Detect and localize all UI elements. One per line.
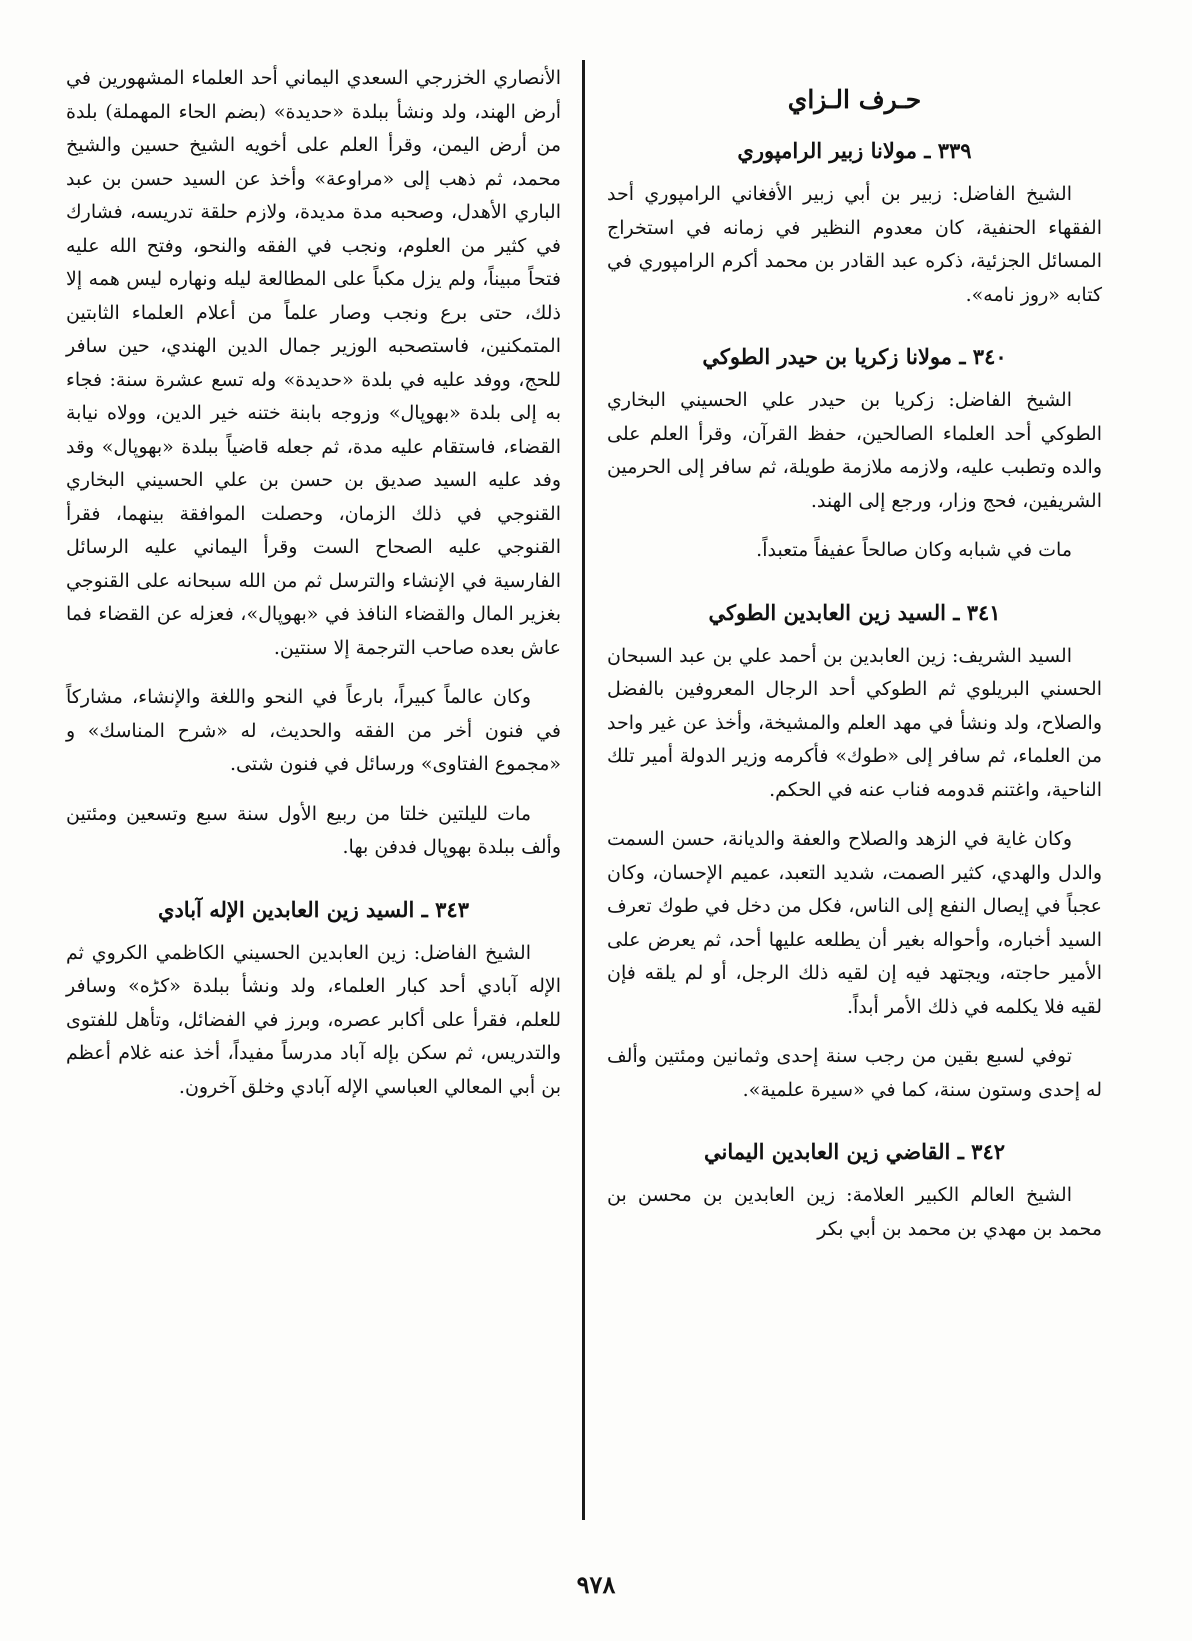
entry-paragraph: الأنصاري الخزرجي السعدي اليماني أحد العلماء المشهورين في أرض الهند، ولد ونشأ ببلدة «حديدة» (بضم الحاء المهملة) بلدة من أرض اليمن، وقرأ العلم على أخويه الشيخ حسين والشيخ محمد، ثم ذهب إلى «مراوعة» وأخذ عن السيد حسن بن عبد الباري الأهدل، وصحبه مدة مديدة، ولازم حلقة تدريسه، فشارك في كثير من العلوم، ونجب في الفقه والنحو، وفتح الله عليه فتحاً مبيناً، ولم يزل مكباً على المطالعة ليله ونهاره ليس همه إلا ذلك، حتى برع ونجب وصار علماً من أعلام العلماء الثابتين المتمكنين، فاستصحبه الوزير جمال الدين الهندي، حين سافر للحج، ووفد عليه في بلدة «حديدة» وله تسع عشرة سنة: فجاء به إلى بلدة «بهوپال» وزوجه بابنة ختنه خير الدين، وولاه نيابة القضاء، فاستقام عليه مدة، ثم جعله قاضياً ببلدة «بهوپال» وقد وفد عليه السيد صديق بن حسن بن علي الحسيني البخاري القنوجي في ذلك الزمان، وحصلت الموافقة بينهما، فقرأ القنوجي عليه الصحاح الست وقرأ اليماني عليه الرسائل الفارسية في الإنشاء والترسل ثم من الله سبحانه على القنوجي بغزير المال والقضاء النافذ في «بهوپال»، فعزله عن القضاء فما عاش بعده صاحب الترجمة إلا سنتين. (66, 67, 561, 659)
entry-paragraph: وكان غاية في الزهد والصلاح والعفة والديانة، حسن السمت والدل والهدي، كثير الصمت، شديد التعبد، عميم الإحسان، وكان عجباً في إيصال النفع إلى الناس، فكل من دخل في طوك تعرف السيد أخباره، وأحواله بغير أن يطلعه عليها أحد، ثم يعرض على الأمير حاجته، ويجتهد فيه إن لقيه ذلك الرجل، أو لم يلقه فإن لقيه فلا يكلمه في ذلك الأمر أبداً. (607, 828, 1102, 1018)
entry-paragraph: وكان عالماً كبيراً، بارعاً في النحو واللغة والإنشاء، مشاركاً في فنون أخر من الفقه والحديث، له «شرح المناسك» و «مجموع الفتاوى» ورسائل في فنون شتى. (66, 686, 561, 775)
entry-paragraph: الشيخ العالم الكبير العلامة: زين العابدين بن محسن بن محمد بن مهدي بن محمد بن أبي بكر (607, 1184, 1102, 1240)
entry-340 (607, 340, 1102, 568)
entry-paragraph: الشيخ الفاضل: زين العابدين الحسيني الكاظمي الكروي ثم الإله آبادي أحد كبار العلماء، ولد ونشأ ببلدة «كڑه» وسافر للعلم، فقرأ على أكابر عصره، وبرز في الفضائل، وتأهل للفتوى والتدريس، ثم سكن بإله آباد مدرساً مفيداً، أخذ عنه غلام أعظم بن أبي المعالي العباسي الإله آبادي وخلق آخرون. (66, 941, 561, 1098)
entry-paragraph: الشيخ الفاضل: زبير بن أبي زبير الأفغاني الرامپوري أحد الفقهاء الحنفية، كان معدوم النظير في زمانه في استخراج المسائل الجزئية، ذكره عبد القادر بن محمد أكرم الرامپوري في كتابه «روز نامه». (607, 183, 1102, 306)
right-column (607, 62, 1102, 1274)
entry-title: ٣٤١ ـ السيد زين العابدين الطوكي (708, 599, 1001, 625)
page-number: ٩٧٨ (576, 1570, 616, 1599)
entry-title: ٣٤٣ ـ السيد زين العابدين الإله آبادي (158, 896, 469, 922)
entry-paragraph: مات لليلتين خلتا من ربيع الأول سنة سبع وتسعين ومئتين وألف ببلدة بهوپال فدفن بها. (66, 802, 561, 858)
entry-title: ٣٣٩ ـ مولانا زبير الرامپوري (737, 138, 972, 163)
section-header: حـرف الـزاي (787, 85, 922, 114)
left-column (66, 62, 561, 1132)
entry-342 (607, 1135, 1102, 1246)
entry-341 (607, 596, 1102, 1108)
entry-343 (66, 893, 561, 1105)
entry-title: ٣٤٠ ـ مولانا زكريا بن حيدر الطوكي (702, 344, 1007, 369)
entry-paragraph: توفي لسبع بقين من رجب سنة إحدى وثمانين ومئتين وألف له إحدى وستون سنة، كما في «سيرة علمية». (607, 1045, 1102, 1101)
entry-342-continued (66, 62, 561, 865)
column-divider (582, 60, 585, 1520)
entry-339 (607, 134, 1102, 312)
entry-paragraph: السيد الشريف: زين العابدين بن أحمد علي بن عبد السبحان الحسني البريلوي ثم الطوكي أحد الرجال المعروفين بالفضل والصلاح، ولد ونشأ في مهد العلم والمشيخة، وأخذ عن غير واحد من العلماء، ثم سافر إلى «طوك» فأكرمه وزير الدولة أمير تلك الناحية، واغتنم قدومه فناب عنه في الحكم. (607, 644, 1102, 801)
entry-title: ٣٤٢ ـ القاضي زين العابدين اليماني (703, 1139, 1006, 1164)
entry-paragraph: مات في شبابه وكان صالحاً عفيفاً متعبداً. (756, 539, 1072, 561)
entry-paragraph: الشيخ الفاضل: زكريا بن حيدر علي الحسيني البخاري الطوكي أحد العلماء الصالحين، حفظ القرآن، وقرأ العلم على والده وتطبب عليه، ولازمه ملازمة طويلة، ثم سافر إلى الحرمين الشريفين، فحج وزار، ورجع إلى الهند. (607, 389, 1102, 512)
